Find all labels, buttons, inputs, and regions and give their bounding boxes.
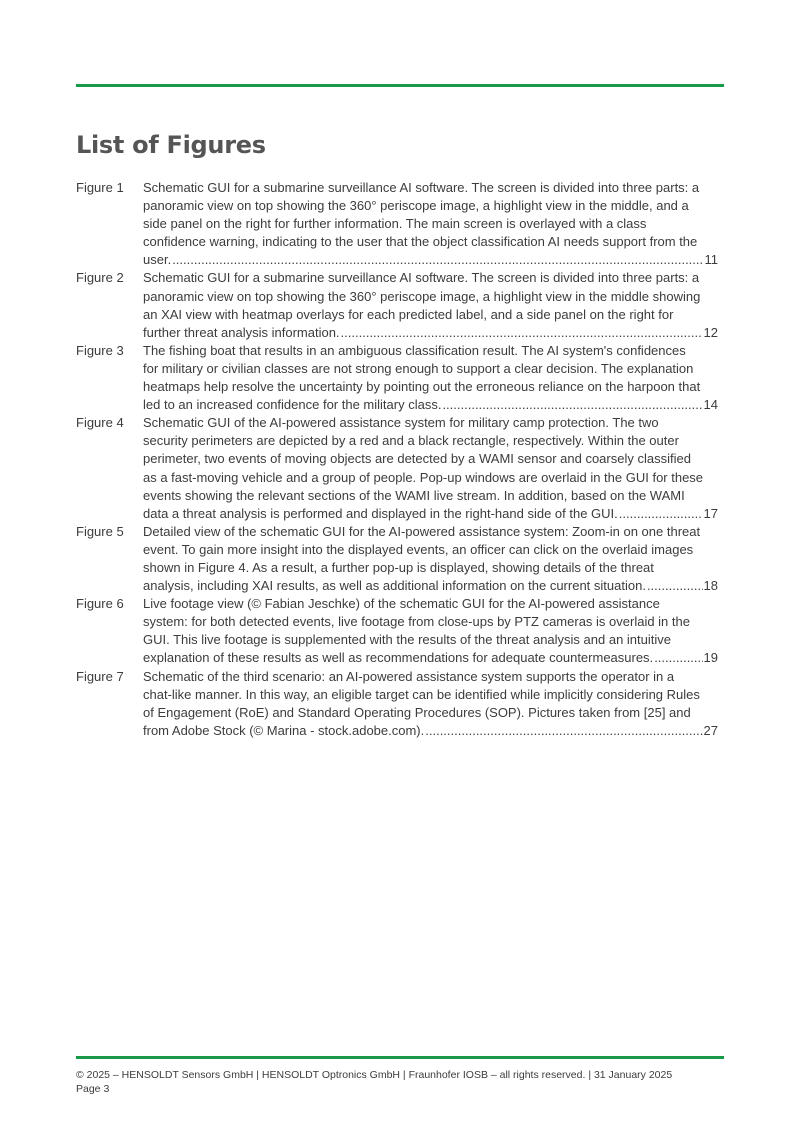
figure-caption-lastline [143,324,718,342]
figure-entry[interactable] [76,414,724,523]
figure-caption-text: Live footage view (© Fabian Jeschke) of the schematic GUI for the AI-powered assistance system: for both detected events, live footage from close-ups by PTZ cameras is overlaid in the GUI. This live footage is supplemented with the results of the threat analysis and an intuitive [143,596,690,648]
figure-caption [143,269,718,341]
footer-rule [76,1056,724,1059]
figure-caption-lastline [143,577,718,595]
figure-page-number[interactable]: 27 [703,722,718,738]
footer-copyright: © 2025 – HENSOLDT Sensors GmbH | HENSOLDT Optronics GmbH | Fraunhofer IOSB – all rights reserved. | 31 January 2025 [76,1069,673,1081]
page-title: List of Figures [76,131,266,159]
figure-caption-lastline [143,251,718,269]
figure-page-number[interactable]: 19 [703,650,718,666]
figure-entry[interactable] [76,179,724,269]
figure-entry[interactable] [76,269,724,341]
figure-entry[interactable] [76,668,724,740]
figure-page-number[interactable]: 11 [704,252,718,268]
figure-caption [143,179,718,269]
figure-caption-end: data a threat analysis is performed and displayed in the right-hand side of the GUI. [143,505,618,521]
figure-caption-end: from Adobe Stock (© Marina - stock.adobe.com). [143,722,425,738]
page-footer [76,1068,724,1096]
figure-page-number[interactable]: 17 [703,505,718,521]
figure-caption-text: Detailed view of the schematic GUI for the AI-powered assistance system: Zoom-in on one threat event. To gain more insight into the displayed events, an officer can click on the overlaid images shown in Figure 4. As a result, a further pop-up is displayed, showing details of the threat [143,523,701,575]
dot-leader [654,649,702,667]
figure-label: Figure 1 [76,180,124,195]
figure-caption-end: further threat analysis information. [143,324,340,340]
figure-page-number[interactable]: 12 [703,324,718,340]
dot-leader [341,324,703,342]
header-rule [76,84,724,87]
figure-caption-lastline [143,396,718,414]
figure-entry[interactable] [76,595,724,667]
figure-page-number[interactable]: 18 [703,578,718,594]
figure-caption-text: The fishing boat that results in an ambiguous classification result. The AI system's confidences for military or civilian classes are not strong enough to support a clear decision. The explanation heatmaps help resolve the uncertainty by pointing out the erroneous reliance on the harpoon that [143,342,701,395]
figure-label: Figure 2 [76,270,124,286]
dot-leader [442,396,702,414]
figure-caption [143,595,718,667]
figure-caption-text: Schematic GUI for a submarine surveillance AI software. The screen is divided into three parts: a panoramic view on top showing the 360° periscope image, a highlight view in the middle, and a side panel on the right for further information. The main screen is overlayed with a class confidence warning, indicating to the user that the object classification AI needs support from the [143,180,700,250]
figure-caption-lastline [143,649,718,667]
figure-page-number[interactable]: 14 [703,397,718,413]
figure-entry[interactable] [76,342,724,414]
dot-leader [647,577,703,595]
figure-caption-end: led to an increased confidence for the military class. [143,397,442,413]
figure-caption-text: Schematic of the third scenario: an AI-powered assistance system supports the operator in a chat-like manner. In this way, an eligible target can be identified while implicitly considering Rules of Engagement (RoE) and Standard Operating Procedures (SOP). Pictures taken from [25] and [143,668,700,720]
figure-label: Figure 7 [76,668,124,684]
figure-caption-end: analysis, including XAI results, as well as additional information on the current situation. [143,578,646,594]
figure-entry[interactable] [76,523,724,595]
dot-leader [619,505,703,523]
figure-caption [143,523,718,595]
figure-caption-lastline [143,722,718,740]
figure-list [76,179,724,740]
figure-label: Figure 6 [76,596,124,612]
figure-label: Figure 3 [76,342,124,358]
figure-caption [143,414,718,523]
figure-caption-lastline [143,505,718,523]
dot-leader [425,722,702,740]
figure-caption [143,668,718,740]
figure-label: Figure 5 [76,523,124,539]
figure-caption-text: Schematic GUI for a submarine surveillance AI software. The screen is divided into three parts: a panoramic view on top showing the 360° periscope image, a highlight view in the middle showing an XAI view with heatmap overlays for each predicted label, and a side panel on the right for [143,270,701,322]
figure-caption-text: Schematic GUI of the AI-powered assistance system for military camp protection. The two security perimeters are depicted by a red and a black rectangle, respectively. Within the outer perimeter, two events of moving objects are detected by a WAMI sensor and coarsely classified as a fast-moving vehicle and a group of people. Pop-up windows are overlaid in the GUI for these events showing the relevant sections of the WAMI live stream. In addition, based on the WAMI [143,415,704,503]
figure-label: Figure 4 [76,415,124,431]
footer-page-number: Page 3 [76,1083,110,1095]
figure-caption [143,342,718,414]
figure-caption-end: explanation of these results as well as recommendations for adequate countermeasures. [143,650,654,666]
dot-leader [172,251,703,269]
figure-caption-end: user. [143,252,172,268]
